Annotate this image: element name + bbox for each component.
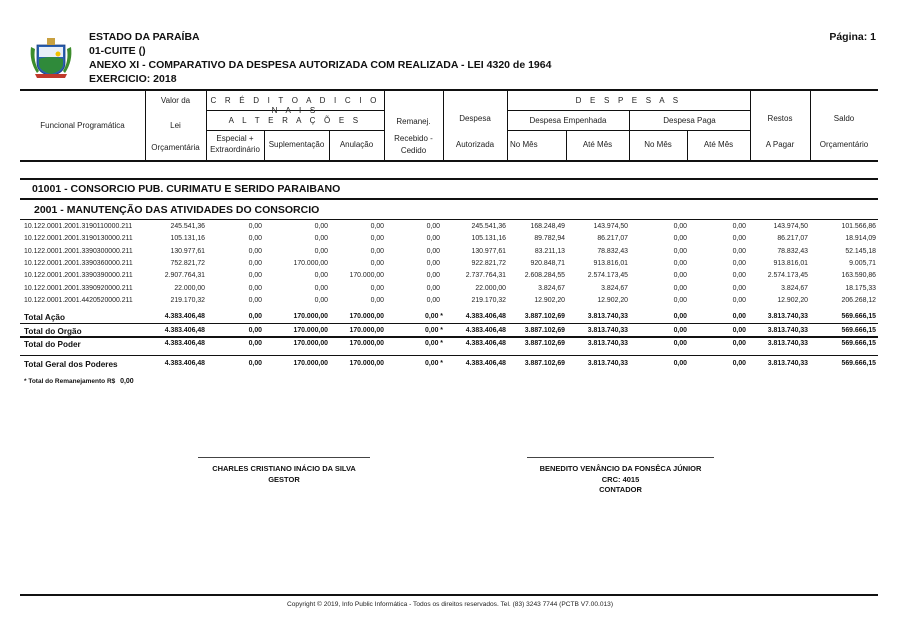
cell-value: 0,00 (314, 272, 328, 280)
cell-value: 3.824,67 (601, 284, 628, 292)
cell-value: 3.813.740,33 (767, 340, 808, 347)
cell-value: 89.782,94 (534, 235, 565, 243)
state-name: ESTADO DA PARAÍBA (89, 31, 200, 43)
cell-value: 170.000,00 (293, 360, 328, 367)
cell-value: 163.590,86 (841, 272, 876, 280)
cell-value: 4.383.406,48 (465, 327, 506, 334)
cell-value: 0,00 (426, 296, 440, 304)
total-label: Total do Orgão (24, 327, 82, 336)
cell-value: 219.170,32 (170, 296, 205, 304)
col-especial-1: Especial + (216, 134, 254, 143)
table-row (0, 248, 900, 259)
cell-value: 0,00 (732, 259, 746, 267)
cell-value: 0,00 * (424, 340, 443, 347)
cell-value: 0,00 (673, 327, 687, 334)
cell-value: 245.541,36 (471, 223, 506, 230)
report-title: ANEXO XI - COMPARATIVO DA DESPESA AUTORIZADA COM REALIZADA - LEI 4320 de 1964 (89, 59, 552, 71)
col-credito-adicionais: C R É D I T O A D I C I O N A I S (210, 96, 380, 115)
cell-value: 130.977,61 (471, 247, 506, 255)
cell-value: 0,00 (314, 284, 328, 292)
cell-value: 0,00 (426, 247, 440, 255)
cell-value: 4.383.406,48 (164, 327, 205, 334)
total-row (0, 360, 900, 372)
signature-line (527, 457, 714, 458)
cell-value: 0,00 (673, 247, 687, 255)
cell-value: 12.902,20 (597, 296, 628, 304)
cell-value: 0,00 (673, 284, 687, 292)
cell-value: 83.211,13 (534, 247, 565, 255)
cell-value: 0,00 (314, 296, 328, 304)
divider (810, 90, 811, 161)
remanejamento-note (24, 378, 134, 385)
col-valor-lei-1: Valor da (160, 96, 191, 105)
cell-value: 170.000,00 (293, 313, 328, 320)
cell-value: 2.907.764,31 (164, 272, 205, 280)
cell-value: 0,00 (673, 360, 687, 367)
cell-value: 0,00 (314, 223, 328, 230)
acao-heading: 2001 - MANUTENÇÃO DAS ATIVIDADES DO CONSORCIO (34, 204, 320, 216)
cell-value: 105.131,16 (170, 235, 205, 243)
col-valor-lei-3: Orçamentária (151, 143, 200, 152)
copyright-text: Copyright © 2019, Info Public Informática - Todos os direitos reservados. Tel. (83) 3243 7744 (PCTB V7.00.013) (286, 601, 614, 608)
cell-value: 0,00 (673, 259, 687, 267)
cell-value: 78.832,43 (597, 247, 628, 255)
cell-value: 101.566,86 (841, 223, 876, 230)
col-alteracoes: A L T E R A Ç Õ E S (228, 116, 362, 125)
page-number: Página: 1 (829, 31, 876, 43)
cell-value: 0,00 (370, 296, 384, 304)
cell-value: 569.666,15 (841, 340, 876, 347)
cell-value: 0,00 (248, 284, 262, 292)
cell-value: 0,00 (673, 235, 687, 243)
col-empenhada: Despesa Empenhada (529, 116, 607, 125)
table-row (0, 235, 900, 246)
cell-value: 0,00 (732, 247, 746, 255)
cell-value: 4.383.406,48 (164, 340, 205, 347)
cell-value: 0,00 (673, 296, 687, 304)
col-despesas: D E S P E S A S (575, 96, 682, 105)
cell-value: 245.541,36 (170, 223, 205, 230)
cell-value: 913.816,01 (773, 259, 808, 267)
divider (443, 90, 444, 161)
row-code: 10.122.0001.2001.4420520000.211 (24, 296, 133, 304)
cell-value: 0,00 (370, 223, 384, 230)
col-ate-mes-2: Até Mês (703, 140, 734, 149)
cell-value: 206.268,12 (841, 296, 876, 304)
col-anulacao: Anulação (339, 140, 374, 149)
cell-value: 0,00 (732, 223, 746, 230)
col-valor-lei-2: Lei (170, 121, 181, 130)
cell-value: 0,00 (426, 272, 440, 280)
cell-value: 0,00 (248, 247, 262, 255)
orgao-heading: 01001 - CONSORCIO PUB. CURIMATU E SERIDO PARAIBANO (32, 183, 341, 195)
entity-name: 01-CUITE () (89, 45, 146, 57)
cell-value: 3.887.102,69 (524, 340, 565, 347)
cell-value: 0,00 (673, 340, 687, 347)
cell-value: 0,00 (248, 223, 262, 230)
cell-value: 0,00 (732, 340, 746, 347)
cell-value: 0,00 (426, 284, 440, 292)
cell-value: 12.902,20 (534, 296, 565, 304)
cell-value: 3.813.740,33 (587, 360, 628, 367)
cell-value: 922.821,72 (471, 259, 506, 267)
cell-value: 86.217,07 (777, 235, 808, 243)
remanejamento-value: 0,00 (120, 378, 134, 385)
col-saldo-1: Saldo (833, 114, 855, 123)
cell-value: 0,00 (370, 259, 384, 267)
col-no-mes-1: No Mês (510, 140, 538, 149)
cell-value: 3.824,67 (538, 284, 565, 292)
section-rule (20, 219, 878, 220)
cell-value: 0,00 (248, 272, 262, 280)
cell-value: 0,00 (248, 340, 262, 347)
cell-value: 2.574.173,45 (767, 272, 808, 280)
cell-value: 0,00 (426, 259, 440, 267)
section-rule (20, 198, 878, 200)
remanejamento-label: * Total do Remanejamento R$ (24, 378, 116, 385)
cell-value: 2.574.173,45 (587, 272, 628, 280)
cell-value: 0,00 (248, 235, 262, 243)
cell-value: 0,00 * (424, 360, 443, 367)
divider (750, 90, 751, 161)
cell-value: 170.000,00 (293, 340, 328, 347)
cell-value: 0,00 (370, 235, 384, 243)
cell-value: 22.000,00 (174, 284, 205, 292)
total-row (0, 327, 900, 339)
cell-value: 143.974,50 (773, 223, 808, 230)
table-row (0, 297, 900, 308)
cell-value: 170.000,00 (349, 313, 384, 320)
cell-value: 0,00 (426, 235, 440, 243)
row-code: 10.122.0001.2001.3390920000.211 (24, 284, 133, 292)
col-saldo-2: Orçamentário (819, 140, 869, 149)
divider (507, 130, 750, 131)
col-paga: Despesa Paga (663, 116, 716, 125)
row-code: 10.122.0001.2001.3190110000.211 (24, 223, 133, 230)
cell-value: 0,00 (248, 327, 262, 334)
col-recebido-1: Recebido - (394, 134, 433, 143)
cell-value: 752.821,72 (170, 259, 205, 267)
row-code: 10.122.0001.2001.3190130000.211 (24, 235, 133, 243)
cell-value: 3.813.740,33 (767, 360, 808, 367)
total-rule (20, 355, 878, 356)
cell-value: 3.813.740,33 (587, 313, 628, 320)
cell-value: 12.902,20 (777, 296, 808, 304)
cell-value: 3.813.740,33 (587, 327, 628, 334)
cell-value: 0,00 (314, 235, 328, 243)
cell-value: 22.000,00 (475, 284, 506, 292)
cell-value: 3.813.740,33 (767, 327, 808, 334)
footer-rule (20, 594, 878, 596)
cell-value: 3.813.740,33 (587, 340, 628, 347)
col-suplementacao: Suplementação (268, 140, 325, 149)
cell-value: 2.737.764,31 (465, 272, 506, 280)
signature-line (198, 457, 370, 458)
cell-value: 0,00 (673, 313, 687, 320)
cell-value: 0,00 (732, 272, 746, 280)
total-label: Total do Poder (24, 340, 81, 349)
signature-gestor (184, 464, 384, 485)
cell-value: 170.000,00 (293, 327, 328, 334)
cell-value: 0,00 (248, 259, 262, 267)
cell-value: 0,00 (426, 223, 440, 230)
cell-value: 52.145,18 (845, 247, 876, 255)
cell-value: 0,00 * (424, 313, 443, 320)
cell-value: 3.813.740,33 (767, 313, 808, 320)
cell-value: 18.914,09 (845, 235, 876, 243)
cell-value: 0,00 (732, 235, 746, 243)
total-row (0, 340, 900, 352)
col-funcional: Funcional Programática (40, 121, 125, 130)
cell-value: 170.000,00 (349, 340, 384, 347)
cell-value: 168.248,49 (530, 223, 565, 230)
total-row (0, 313, 900, 325)
cell-value: 0,00 (732, 296, 746, 304)
col-especial-2: Extraordinário (210, 145, 260, 154)
cell-value: 143.974,50 (593, 223, 628, 230)
cell-value: 4.383.406,48 (465, 340, 506, 347)
col-ate-mes-1: Até Mês (582, 140, 613, 149)
cell-value: 0,00 (732, 360, 746, 367)
cell-value: 4.383.406,48 (465, 313, 506, 320)
cell-value: 3.887.102,69 (524, 327, 565, 334)
cell-value: 569.666,15 (841, 327, 876, 334)
contador-name: BENEDITO VENÂNCIO DA FONSÊCA JÚNIOR (539, 464, 702, 473)
cell-value: 2.608.284,55 (524, 272, 565, 280)
cell-value: 86.217,07 (597, 235, 628, 243)
cell-value: 3.887.102,69 (524, 360, 565, 367)
cell-value: 78.832,43 (777, 247, 808, 255)
cell-value: 0,00 (314, 247, 328, 255)
cell-value: 130.977,61 (170, 247, 205, 255)
exercise-year: EXERCICIO: 2018 (89, 73, 177, 85)
table-row (0, 285, 900, 296)
col-despesa-1: Despesa (459, 114, 491, 123)
total-label: Total Geral dos Poderes (24, 360, 118, 369)
cell-value: 0,00 (673, 272, 687, 280)
cell-value: 920.848,71 (530, 259, 565, 267)
cell-value: 170.000,00 (293, 259, 328, 267)
cell-value: 569.666,15 (841, 360, 876, 367)
cell-value: 9.005,71 (849, 259, 876, 267)
row-code: 10.122.0001.2001.3390360000.211 (24, 259, 133, 267)
cell-value: 569.666,15 (841, 313, 876, 320)
divider (206, 130, 384, 131)
gestor-role: GESTOR (268, 474, 300, 484)
cell-value: 18.175,33 (845, 284, 876, 292)
table-row (0, 260, 900, 271)
table-row (0, 272, 900, 283)
contador-role: CONTADOR (599, 485, 642, 494)
cell-value: 170.000,00 (349, 327, 384, 334)
col-restos-1: Restos (767, 114, 793, 123)
col-despesa-2: Autorizada (455, 140, 495, 149)
cell-value: 0,00 * (424, 327, 443, 334)
cell-value: 0,00 (732, 284, 746, 292)
cell-value: 0,00 (673, 223, 687, 230)
cell-value: 4.383.406,48 (465, 360, 506, 367)
col-recebido-2: Cedido (400, 146, 427, 155)
signature-contador (520, 464, 721, 496)
cell-value: 0,00 (732, 313, 746, 320)
row-code: 10.122.0001.2001.3390300000.211 (24, 247, 133, 255)
cell-value: 0,00 (370, 247, 384, 255)
section-rule (20, 178, 878, 180)
cell-value: 4.383.406,48 (164, 313, 205, 320)
cell-value: 4.383.406,48 (164, 360, 205, 367)
cell-value: 3.824,67 (781, 284, 808, 292)
row-code: 10.122.0001.2001.3390390000.211 (24, 272, 133, 280)
cell-value: 3.887.102,69 (524, 313, 565, 320)
table-row (0, 223, 900, 234)
cell-value: 0,00 (248, 296, 262, 304)
divider (507, 110, 750, 111)
cell-value: 219.170,32 (471, 296, 506, 304)
total-label: Total Ação (24, 313, 65, 322)
cell-value: 0,00 (248, 360, 262, 367)
cell-value: 0,00 (370, 284, 384, 292)
cell-value: 0,00 (732, 327, 746, 334)
col-no-mes-2: No Mês (644, 140, 672, 149)
col-remanej: Remanej. (396, 117, 431, 126)
cell-value: 913.816,01 (593, 259, 628, 267)
cell-value: 170.000,00 (349, 272, 384, 280)
cell-value: 105.131,16 (471, 235, 506, 243)
state-crest-icon (29, 37, 73, 79)
cell-value: 170.000,00 (349, 360, 384, 367)
gestor-name: CHARLES CRISTIANO INÁCIO DA SILVA (212, 464, 356, 473)
col-restos-2: A Pagar (765, 140, 795, 149)
cell-value: 0,00 (248, 313, 262, 320)
contador-crc: CRC: 4015 (601, 474, 640, 484)
